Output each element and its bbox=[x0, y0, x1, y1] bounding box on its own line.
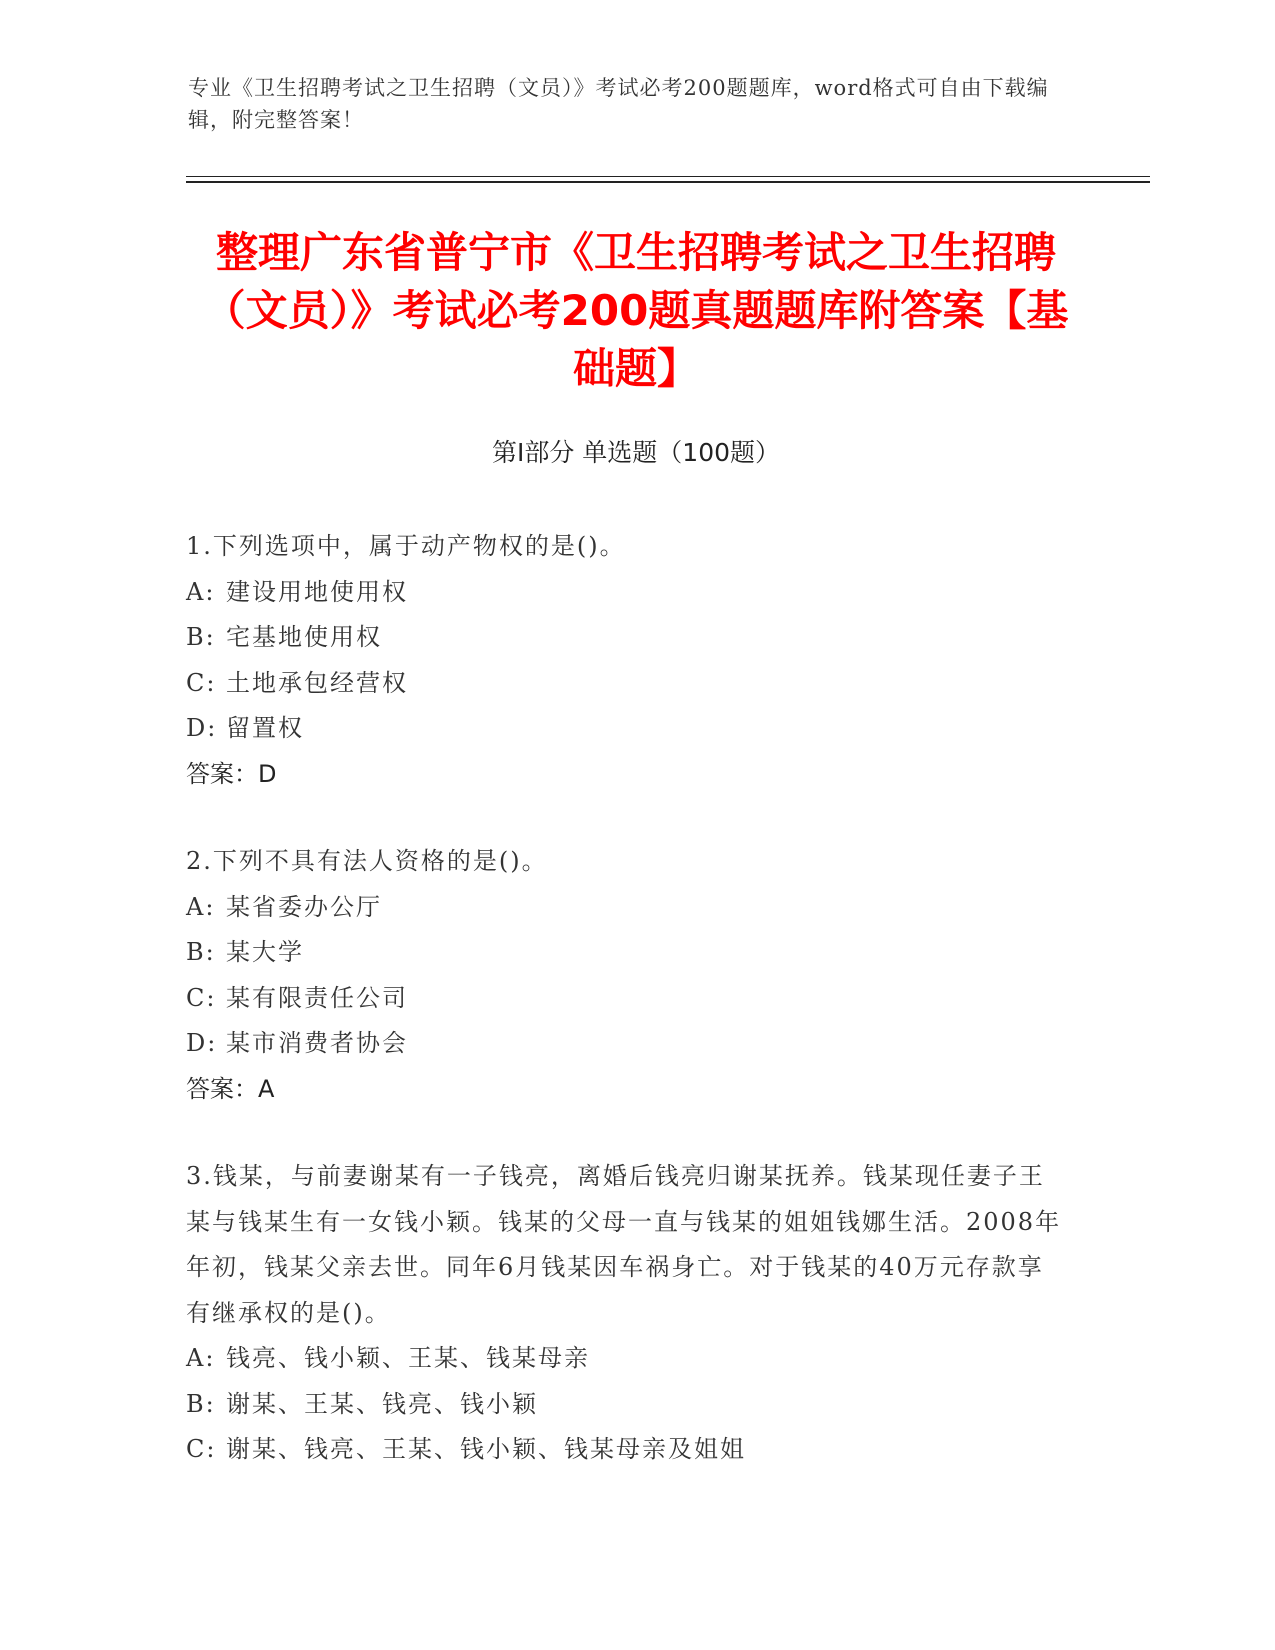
option-text: 某省委办公厅 bbox=[226, 892, 382, 921]
section-heading: 第Ⅰ部分 单选题（100题） bbox=[491, 438, 781, 467]
question-1 bbox=[186, 524, 1066, 797]
option-key: C: bbox=[186, 1435, 217, 1463]
option-b bbox=[186, 1382, 1066, 1428]
option-text: 某有限责任公司 bbox=[226, 983, 408, 1012]
option-c bbox=[186, 1427, 1066, 1473]
option-b bbox=[186, 930, 1066, 976]
option-text: 建设用地使用权 bbox=[226, 577, 408, 606]
question-list bbox=[186, 524, 1066, 1515]
option-text: 土地承包经营权 bbox=[226, 668, 408, 697]
option-key: D: bbox=[186, 1029, 218, 1057]
option-c bbox=[186, 661, 1066, 707]
option-a bbox=[186, 570, 1066, 616]
option-b bbox=[186, 615, 1066, 661]
question-stem: 3.钱某，与前妻谢某有一子钱亮，离婚后钱亮归谢某抚养。钱某现任妻子王某与钱某生有一女钱小颖。钱某的父母一直与钱某的姐姐钱娜生活。2008年年初，钱某父亲去世。同年6月钱某因车祸身亡。对于钱某的40万元存款享有继承权的是()。 bbox=[186, 1162, 1062, 1327]
option-key: A: bbox=[186, 577, 216, 606]
header-divider-thin bbox=[186, 176, 1150, 177]
option-text: 谢某、钱亮、王某、钱小颖、钱某母亲及姐姐 bbox=[226, 1435, 746, 1463]
header-note: 专业《卫生招聘考试之卫生招聘（文员）》考试必考200题题库，word格式可自由下载编辑，附完整答案！ bbox=[188, 76, 1049, 132]
option-key: A: bbox=[186, 1344, 216, 1372]
option-a bbox=[186, 1336, 1066, 1382]
option-key: B: bbox=[186, 938, 216, 966]
option-a bbox=[186, 885, 1066, 931]
option-key: A: bbox=[186, 892, 216, 921]
header-divider-thick bbox=[186, 181, 1150, 183]
option-text: 留置权 bbox=[226, 714, 304, 742]
option-key: C: bbox=[186, 668, 217, 697]
option-text: 钱亮、钱小颖、王某、钱某母亲 bbox=[226, 1344, 590, 1372]
option-key: D: bbox=[186, 714, 218, 742]
option-d bbox=[186, 706, 1066, 752]
question-2 bbox=[186, 839, 1066, 1112]
answer-line: 答案：A bbox=[186, 1074, 275, 1103]
option-key: B: bbox=[186, 1389, 216, 1418]
question-stem: 1.下列选项中，属于动产物权的是()。 bbox=[186, 532, 626, 560]
option-c bbox=[186, 976, 1066, 1022]
option-key: C: bbox=[186, 983, 217, 1012]
option-d bbox=[186, 1021, 1066, 1067]
option-key: B: bbox=[186, 623, 216, 651]
question-3 bbox=[186, 1154, 1066, 1473]
document-title: 整理广东省普宁市《卫生招聘考试之卫生招聘（文员）》考试必考200题真题题库附答案【基础题】 bbox=[203, 228, 1069, 393]
option-text: 某市消费者协会 bbox=[226, 1029, 408, 1057]
option-text: 某大学 bbox=[226, 938, 304, 966]
answer-line: 答案：D bbox=[186, 759, 277, 788]
question-stem: 2.下列不具有法人资格的是()。 bbox=[186, 847, 548, 875]
option-text: 谢某、王某、钱亮、钱小颖 bbox=[226, 1389, 538, 1418]
option-text: 宅基地使用权 bbox=[226, 623, 382, 651]
